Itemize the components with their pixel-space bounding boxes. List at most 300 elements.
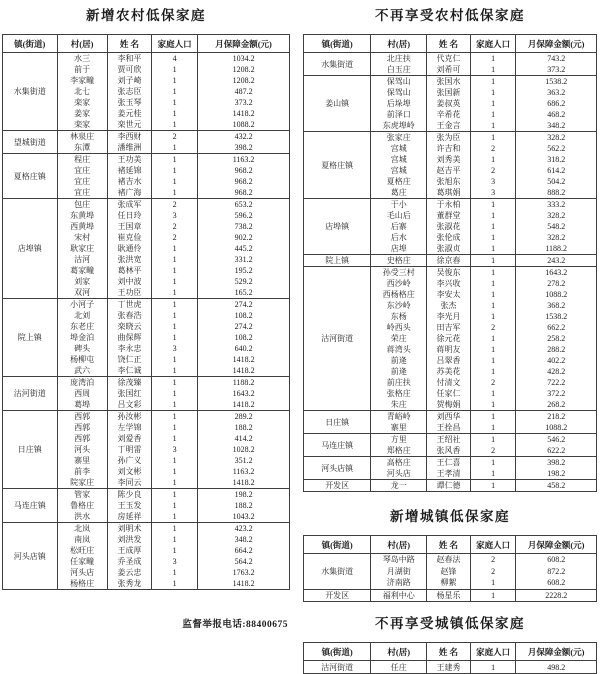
cell-name: 李西财 — [107, 131, 151, 143]
cell-family-size: 1 — [470, 577, 515, 589]
cell-village: 后垛埠 — [371, 98, 427, 109]
cell-family-size: 1 — [470, 589, 515, 602]
cell-family-size: 1 — [152, 97, 198, 108]
cell-village: 龙一 — [371, 480, 427, 492]
cell-monthly-amount: 188.2 — [198, 422, 290, 433]
cell-name: 姜云忠 — [107, 567, 151, 578]
cell-village: 西郭 — [57, 433, 107, 444]
rural-new-title: 新增农村低保家庭 — [86, 8, 206, 23]
cell-monthly-amount: 165.2 — [198, 287, 290, 299]
cell-village: 前李 — [57, 466, 107, 477]
cell-name: 田吉军 — [427, 322, 471, 333]
cell-name: 徐茂臻 — [107, 377, 151, 389]
cell-monthly-amount: 428.2 — [516, 366, 597, 377]
cell-name: 赵春法 — [427, 554, 471, 566]
cell-village: 前逄 — [371, 366, 427, 377]
cell-monthly-amount: 562.2 — [516, 143, 597, 154]
cell-village: 月湖街 — [371, 566, 427, 578]
cell-monthly-amount: 1763.2 — [198, 567, 290, 578]
cell-family-size: 1 — [152, 119, 198, 131]
cell-family-size: 2 — [470, 445, 515, 457]
cell-monthly-amount: 608.2 — [516, 554, 597, 566]
cell-name: 王国章 — [107, 221, 151, 232]
cell-town: 姜山镇 — [304, 76, 371, 132]
cell-family-size: 2 — [470, 322, 515, 333]
cell-family-size: 1 — [470, 661, 515, 674]
col-header: 村(居) — [371, 35, 427, 53]
cell-town: 日庄镇 — [3, 411, 58, 489]
cell-family-size: 1 — [470, 333, 515, 344]
cell-monthly-amount: 1418.2 — [198, 578, 290, 590]
cell-name: 吕文彩 — [107, 399, 151, 411]
cell-village: 后寨 — [371, 221, 427, 232]
left-column — [2, 6, 290, 630]
cell-name: 徐元花 — [427, 333, 471, 344]
header-row — [304, 35, 597, 53]
cell-name: 葛林平 — [107, 265, 151, 276]
cell-name: 赵锋 — [427, 566, 471, 578]
cell-monthly-amount: 274.2 — [198, 321, 290, 332]
cell-family-size: 1 — [152, 523, 198, 535]
cell-monthly-amount: 872.2 — [516, 566, 597, 578]
cell-monthly-amount: 1034.2 — [198, 53, 290, 65]
cell-village: 高格庄 — [371, 457, 427, 469]
table-row — [304, 76, 597, 88]
cell-family-size: 1 — [470, 154, 515, 165]
cell-monthly-amount: 108.2 — [198, 332, 290, 343]
cell-name: 张旭东 — [427, 176, 471, 187]
cell-family-size: 1 — [152, 388, 198, 399]
cell-name: 张春浩 — [107, 310, 151, 321]
cell-monthly-amount: 662.2 — [516, 322, 597, 333]
cell-village: 朱庄 — [371, 399, 427, 411]
cell-village: 河头店 — [57, 567, 107, 578]
cell-village: 张格庄 — [371, 388, 427, 399]
cell-family-size: 1 — [470, 199, 515, 211]
col-header: 月保障金额(元) — [516, 536, 597, 554]
cell-monthly-amount: 1208.2 — [198, 75, 290, 86]
cell-name: 王功美 — [107, 154, 151, 166]
cell-monthly-amount: 1163.2 — [198, 466, 290, 477]
cell-village: 埠金泊 — [57, 332, 107, 343]
cell-family-size: 1 — [152, 567, 198, 578]
cell-monthly-amount: 398.2 — [198, 142, 290, 154]
col-header: 村(居) — [57, 35, 107, 53]
cell-name: 张国水 — [427, 76, 471, 88]
cell-monthly-amount: 686.2 — [516, 98, 597, 109]
cell-village: 西杨格庄 — [371, 289, 427, 300]
cell-name: 赵吉平 — [427, 165, 471, 176]
cell-monthly-amount: 1643.2 — [198, 388, 290, 399]
cell-name: 李兴收 — [427, 278, 471, 289]
cell-family-size: 1 — [152, 254, 198, 265]
cell-family-size: 1 — [152, 422, 198, 433]
cell-name: 刘洪发 — [107, 534, 151, 545]
cell-village: 店埠 — [371, 243, 427, 255]
cell-village: 鲁格庄 — [57, 500, 107, 511]
cell-family-size: 2 — [152, 232, 198, 243]
col-header: 镇(街道) — [3, 35, 58, 53]
cell-name: 刘中波 — [107, 276, 151, 287]
cell-town: 日庄镇 — [304, 411, 371, 434]
cell-village: 葛家疃 — [57, 265, 107, 276]
cell-village: 东虎埠岭 — [371, 120, 427, 132]
cell-monthly-amount: 363.2 — [516, 87, 597, 98]
cell-family-size: 1 — [152, 545, 198, 556]
cell-name: 吕翠香 — [427, 355, 471, 366]
cell-village: 东沙岭 — [371, 300, 427, 311]
cell-family-size: 1 — [152, 411, 198, 423]
col-header: 镇(街道) — [304, 643, 371, 661]
cell-village: 栾家 — [57, 97, 107, 108]
cell-monthly-amount: 968.2 — [198, 176, 290, 187]
table-row — [3, 299, 290, 311]
col-header: 家庭人口 — [470, 536, 515, 554]
cell-monthly-amount: 487.2 — [198, 86, 290, 97]
cell-name: 张国新 — [427, 87, 471, 98]
cell-name: 张秀龙 — [107, 578, 151, 590]
cell-village: 李家疃 — [57, 75, 107, 86]
cell-village: 西郭 — [57, 422, 107, 433]
cell-name: 刘明术 — [107, 523, 151, 535]
cell-family-size: 1 — [470, 267, 515, 279]
table-row — [304, 132, 597, 144]
cell-monthly-amount: 1163.2 — [198, 154, 290, 166]
cell-village: 西黄埠 — [57, 221, 107, 232]
cell-monthly-amount: 243.2 — [516, 255, 597, 267]
cell-monthly-amount: 108.2 — [198, 310, 290, 321]
cell-family-size: 1 — [152, 500, 198, 511]
urban_new-grid — [303, 535, 597, 602]
cell-family-size: 1 — [152, 399, 198, 411]
cell-monthly-amount: 1088.2 — [516, 289, 597, 300]
cell-family-size: 4 — [152, 53, 198, 65]
table-row — [304, 434, 597, 446]
cell-name: 乔圣成 — [107, 556, 151, 567]
cell-monthly-amount: 1188.2 — [516, 243, 597, 255]
cell-family-size: 1 — [152, 287, 198, 299]
cell-village: 松旺庄 — [57, 545, 107, 556]
cell-village: 宋村 — [57, 232, 107, 243]
cell-village: 河头 — [57, 444, 107, 455]
cell-name: 刘西华 — [427, 411, 471, 423]
cell-monthly-amount: 458.2 — [516, 480, 597, 492]
cell-village: 张家庄 — [371, 132, 427, 144]
cell-village: 东老庄 — [57, 321, 107, 332]
cell-monthly-amount: 268.2 — [516, 399, 597, 411]
urban_removed-grid — [303, 642, 597, 674]
cell-village: 武六 — [57, 365, 107, 377]
cell-town: 开发区 — [304, 480, 371, 492]
cell-name: 姜叔英 — [427, 98, 471, 109]
cell-town: 望城街道 — [3, 131, 58, 154]
cell-family-size: 1 — [152, 86, 198, 97]
right-column — [303, 6, 597, 674]
col-header: 家庭人口 — [152, 35, 198, 53]
cell-village: 宜庄 — [57, 187, 107, 199]
cell-village: 双河 — [57, 287, 107, 299]
cell-family-size: 2 — [470, 566, 515, 578]
cell-name: 褚广海 — [107, 187, 151, 199]
cell-name: 刘秀美 — [427, 154, 471, 165]
cell-name: 王建秀 — [427, 661, 471, 674]
cell-name: 王孝清 — [427, 468, 471, 480]
cell-name: 张杰 — [427, 300, 471, 311]
cell-town: 店埠镇 — [304, 199, 371, 255]
hotline-text: 监督举报电话:88400675 — [182, 620, 288, 630]
cell-family-size: 3 — [152, 556, 198, 567]
cell-village: 碑头 — [57, 343, 107, 354]
cell-monthly-amount: 1208.2 — [198, 64, 290, 75]
cell-monthly-amount: 504.2 — [516, 176, 597, 187]
cell-family-size: 1 — [470, 278, 515, 289]
cell-village: 保驾山 — [371, 76, 427, 88]
table-row — [3, 489, 290, 501]
cell-family-size: 1 — [470, 311, 515, 322]
cell-monthly-amount: 373.2 — [198, 97, 290, 108]
cell-family-size: 1 — [152, 489, 198, 501]
cell-monthly-amount: 498.2 — [516, 661, 597, 674]
rural_new-grid — [2, 34, 290, 590]
cell-family-size: 1 — [152, 321, 198, 332]
rural_removed-grid — [303, 34, 597, 492]
cell-family-size: 3 — [152, 444, 198, 455]
cell-family-size: 1 — [470, 232, 515, 243]
cell-name: 张风香 — [427, 445, 471, 457]
cell-name: 饶仁正 — [107, 354, 151, 365]
cell-monthly-amount: 468.2 — [516, 109, 597, 120]
cell-town: 店埠镇 — [3, 199, 58, 299]
cell-town: 水集街道 — [3, 53, 58, 131]
cell-name: 刘文彬 — [107, 466, 151, 477]
cell-name: 崔克俭 — [107, 232, 151, 243]
cell-family-size: 1 — [152, 243, 198, 254]
cell-village: 葛庄 — [371, 187, 427, 199]
cell-name: 张为臣 — [427, 132, 471, 144]
cell-monthly-amount: 1188.2 — [198, 377, 290, 389]
cell-name: 王成厚 — [107, 545, 151, 556]
cell-town: 马连庄镇 — [304, 434, 371, 457]
cell-family-size: 1 — [470, 468, 515, 480]
table-row — [3, 199, 290, 211]
cell-family-size: 2 — [470, 377, 515, 388]
cell-monthly-amount: 529.2 — [198, 276, 290, 287]
rural-removed-table — [303, 34, 597, 492]
table-row — [3, 154, 290, 166]
cell-monthly-amount: 289.2 — [198, 411, 290, 423]
cell-village: 沽河 — [57, 254, 107, 265]
cell-monthly-amount: 1418.2 — [198, 354, 290, 365]
cell-village: 济南路 — [371, 577, 427, 589]
cell-village: 北庄扶 — [371, 53, 427, 65]
col-header: 镇(街道) — [304, 35, 371, 53]
cell-name: 房延祥 — [107, 511, 151, 523]
cell-family-size: 1 — [470, 434, 515, 446]
cell-name: 王玉发 — [107, 500, 151, 511]
cell-family-size: 1 — [470, 300, 515, 311]
cell-family-size: 1 — [152, 142, 198, 154]
cell-name: 代克仁 — [427, 53, 471, 65]
cell-monthly-amount: 653.2 — [198, 199, 290, 211]
cell-village: 宫城 — [371, 154, 427, 165]
cell-name: 耿通伶 — [107, 243, 151, 254]
cell-monthly-amount: 331.2 — [198, 254, 290, 265]
cell-family-size: 1 — [152, 108, 198, 119]
cell-monthly-amount: 614.2 — [516, 165, 597, 176]
cell-monthly-amount: 328.2 — [516, 232, 597, 243]
cell-name: 潘维洲 — [107, 142, 151, 154]
cell-name: 褚吉水 — [107, 176, 151, 187]
col-header: 村(居) — [371, 536, 427, 554]
cell-village: 水三 — [57, 53, 107, 65]
cell-name: 付清文 — [427, 377, 471, 388]
cell-village: 琴岛中路 — [371, 554, 427, 566]
cell-monthly-amount: 548.2 — [516, 221, 597, 232]
cell-family-size: 2 — [470, 165, 515, 176]
cell-monthly-amount: 288.2 — [516, 344, 597, 355]
cell-village: 青峪岭 — [371, 411, 427, 423]
table-row — [304, 53, 597, 65]
cell-family-size: 1 — [470, 76, 515, 88]
cell-family-size: 1 — [152, 511, 198, 523]
cell-village: 任庄 — [371, 661, 427, 674]
cell-family-size: 1 — [152, 310, 198, 321]
cell-monthly-amount: 398.2 — [516, 457, 597, 469]
cell-name: 杨星乐 — [427, 589, 471, 602]
cell-village: 夏格庄 — [371, 176, 427, 187]
cell-family-size: 1 — [152, 534, 198, 545]
cell-family-size: 3 — [152, 343, 198, 354]
cell-family-size: 1 — [152, 165, 198, 176]
urban-new-title: 新增城镇低保家庭 — [390, 509, 510, 524]
cell-name: 张伦成 — [427, 232, 471, 243]
cell-name: 栾世元 — [107, 119, 151, 131]
cell-name: 陈少良 — [107, 489, 151, 501]
cell-village: 宫城 — [371, 143, 427, 154]
table-row — [3, 131, 290, 143]
cell-town: 沽河街道 — [304, 267, 371, 411]
cell-village: 毛山后 — [371, 210, 427, 221]
cell-monthly-amount: 274.2 — [198, 299, 290, 311]
cell-village: 福利中心 — [371, 589, 427, 602]
cell-family-size: 1 — [152, 377, 198, 389]
cell-village: 庞湾泊 — [57, 377, 107, 389]
cell-village: 西沙岭 — [371, 278, 427, 289]
cell-name: 吴俊东 — [427, 267, 471, 279]
cell-monthly-amount: 218.2 — [516, 411, 597, 423]
cell-family-size: 1 — [470, 422, 515, 434]
col-header: 姓 名 — [427, 643, 471, 661]
cell-name: 曲保辉 — [107, 332, 151, 343]
cell-name: 张成军 — [107, 199, 151, 211]
rural-new-table — [2, 34, 290, 590]
cell-name: 刘希可 — [427, 64, 471, 76]
cell-family-size: 1 — [152, 187, 198, 199]
cell-monthly-amount: 195.2 — [198, 265, 290, 276]
cell-monthly-amount: 1088.2 — [198, 119, 290, 131]
cell-village: 葛埠 — [57, 399, 107, 411]
cell-village: 方里 — [371, 434, 427, 446]
cell-family-size: 2 — [470, 554, 515, 566]
cell-village: 史格庄 — [371, 255, 427, 267]
cell-name: 李和平 — [107, 53, 151, 65]
cell-name: 姜元桂 — [107, 108, 151, 119]
cell-name: 葛琪娟 — [427, 187, 471, 199]
cell-family-size: 3 — [152, 210, 198, 221]
cell-monthly-amount: 258.2 — [516, 333, 597, 344]
cell-monthly-amount: 328.2 — [516, 210, 597, 221]
cell-monthly-amount: 198.2 — [198, 489, 290, 501]
cell-village: 姜家 — [57, 108, 107, 119]
col-header: 月保障金额(元) — [198, 35, 290, 53]
cell-monthly-amount: 622.2 — [516, 445, 597, 457]
cell-village: 栾家 — [57, 119, 107, 131]
cell-monthly-amount: 902.2 — [198, 232, 290, 243]
table-row — [304, 589, 597, 602]
cell-monthly-amount: 664.2 — [198, 545, 290, 556]
cell-name: 李永忠 — [107, 343, 151, 354]
cell-monthly-amount: 368.2 — [516, 300, 597, 311]
cell-name: 李同云 — [107, 477, 151, 489]
cell-monthly-amount: 1088.2 — [516, 422, 597, 434]
table-row — [304, 457, 597, 469]
cell-family-size: 1 — [470, 399, 515, 411]
cell-name: 刘子崎 — [107, 75, 151, 86]
cell-name: 王功臣 — [107, 287, 151, 299]
cell-monthly-amount: 546.2 — [516, 434, 597, 446]
urban-removed-title: 不再享受城镇低保家庭 — [375, 616, 525, 631]
cell-name: 贾可欣 — [107, 64, 151, 75]
cell-village: 东黄埠 — [57, 210, 107, 221]
cell-family-size: 1 — [152, 477, 198, 489]
cell-name: 许吉和 — [427, 143, 471, 154]
col-header: 月保障金额(元) — [516, 35, 597, 53]
cell-monthly-amount: 445.2 — [198, 243, 290, 254]
cell-family-size: 2 — [470, 143, 515, 154]
cell-name: 王金言 — [427, 120, 471, 132]
cell-family-size: 1 — [152, 578, 198, 590]
cell-name: 张志臣 — [107, 86, 151, 97]
cell-name: 蒋明友 — [427, 344, 471, 355]
table-row — [304, 255, 597, 267]
cell-family-size: 1 — [470, 366, 515, 377]
cell-family-size: 1 — [470, 98, 515, 109]
cell-monthly-amount: 968.2 — [198, 165, 290, 176]
cell-name: 王仁喜 — [427, 457, 471, 469]
cell-family-size: 1 — [470, 109, 515, 120]
cell-monthly-amount: 722.2 — [516, 377, 597, 388]
cell-village: 小河子 — [57, 299, 107, 311]
cell-family-size: 2 — [152, 199, 198, 211]
cell-monthly-amount: 2228.2 — [516, 589, 597, 602]
cell-family-size: 1 — [152, 354, 198, 365]
cell-town: 沽河街道 — [304, 661, 371, 674]
cell-name: 张淑贞 — [427, 243, 471, 255]
cell-monthly-amount: 608.2 — [516, 577, 597, 589]
col-header: 家庭人口 — [470, 35, 515, 53]
cell-village: 程庄 — [57, 154, 107, 166]
cell-monthly-amount: 1028.2 — [198, 444, 290, 455]
table-row — [3, 377, 290, 389]
cell-village: 后水 — [371, 232, 427, 243]
cell-name: 辛希花 — [427, 109, 471, 120]
cell-village: 寨里 — [371, 422, 427, 434]
cell-family-size: 1 — [470, 388, 515, 399]
cell-village: 南岚 — [57, 534, 107, 545]
cell-town: 水集街道 — [304, 53, 371, 76]
cell-name: 栾晓云 — [107, 321, 151, 332]
col-header: 姓 名 — [107, 35, 151, 53]
